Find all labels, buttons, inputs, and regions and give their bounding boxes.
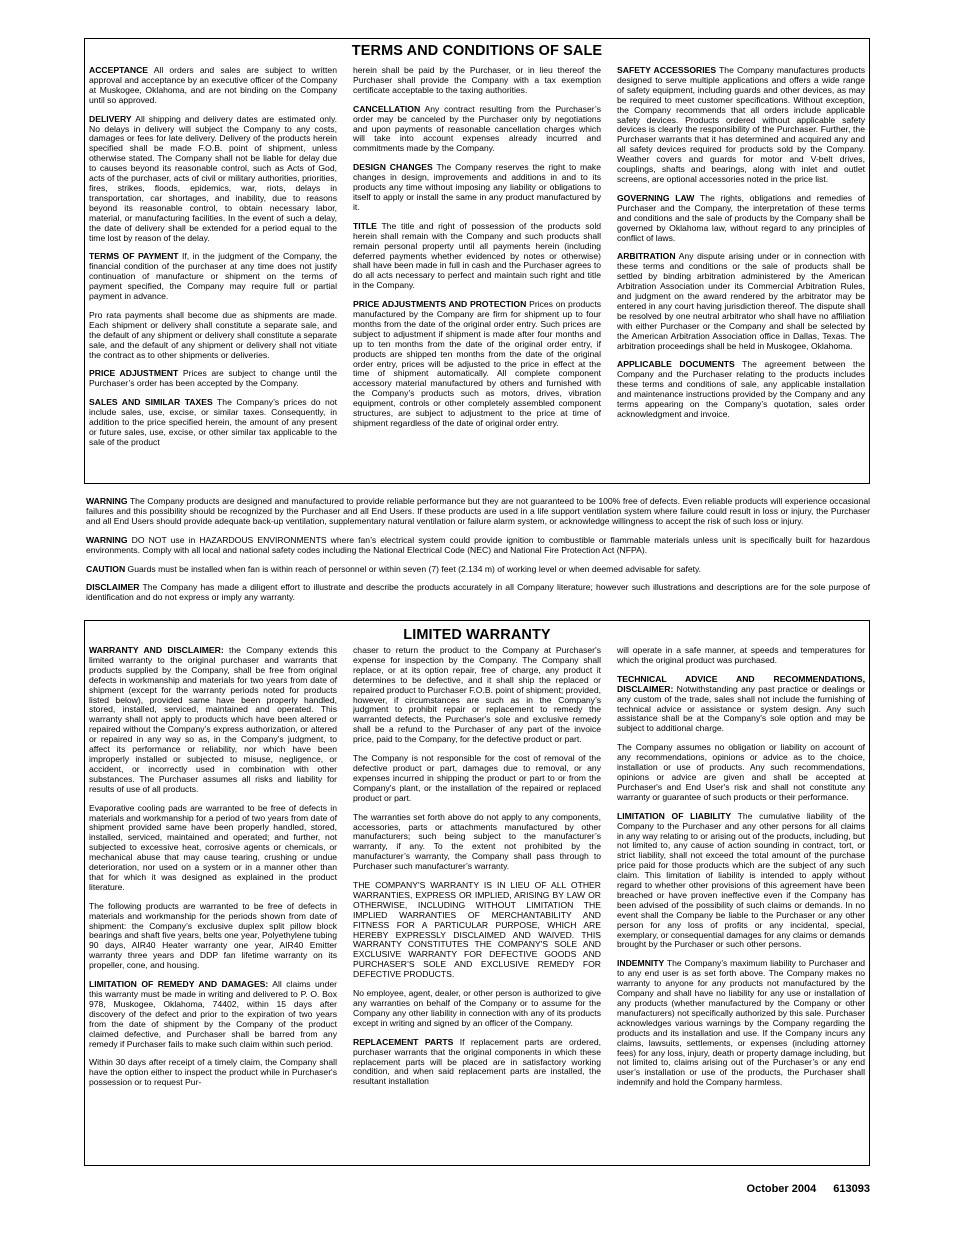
- footer-code: 613093: [833, 1183, 870, 1195]
- paragraph: [617, 646, 865, 666]
- paragraph-heading: DESIGN CHANGES: [353, 162, 433, 173]
- paragraph-heading: REPLACEMENT PARTS: [353, 1036, 454, 1047]
- paragraph-text: The Company products are designed and manufactured to provide reliable performance but they are not guaranteed to be 100% free of defects. Even reliable products will experience occasional failures and this possibility should be recognized by the Purchaser and all End Users. If these products are used in a life support ventilation system where failure could result in loss or injury, the Purchaser and all End Users should provide adequate back-up ventilation, supplementary natural ventilation or failure alarm system, or acknowledge willingness to accept the risk of such loss or injury.: [86, 496, 871, 526]
- paragraph: [89, 66, 337, 106]
- paragraph-heading: SALES AND SIMILAR TAXES: [89, 397, 213, 408]
- paragraph-text: The agreement between the Company and the Purchaser relating to the products includes these terms and conditions of sale, any applicable installation and maintenance instructions provided by the Company and any terms appearing on the Company’s quotation, sales order acknowledgment and invoice.: [617, 359, 865, 419]
- paragraph: [89, 311, 337, 361]
- paragraph-text: The Company is not responsible for the cost of removal of the defective product or part, damages due to removal, or any expenses incurred in shipping the product or part to or from the Company's plant, or the installation of the repaired or replaced product or part.: [353, 753, 601, 803]
- paragraph: [353, 646, 601, 745]
- paragraph: [617, 194, 865, 244]
- paragraph-text: The cumulative liability of the Company to the Purchaser and any other persons for all claims in any way relating to or arising out of the products, including, but not limited to, any cause of action sounding in contract, tort, or strict liability, shall not exceed the total amount of the purchase price paid for those products which are the subject of any such claim. This limitation of liability is intended to apply without regard to whether other provisions of this agreement have been breached or have proven ineffective even if the Company has been advised of the possibility of such claims or demands. In no event shall the Company be liable to the Purchaser or any other person for any loss of profits or any incidental, special, exemplary, or consequential damages for any claims or demands brought by the Purchaser or such other persons.: [617, 810, 865, 950]
- paragraph: [617, 66, 865, 185]
- paragraph-text: The Company assumes no obligation or liability on account of any recommendations, opinions or advice as to the choice, installation or use of products. Any such recommendations, opinions or advice are given and shall be accepted at Purchaser's and End User's risk and shall not constitute any warranty or guarantee of such products or their performance.: [617, 742, 865, 802]
- warranty-title: LIMITED WARRANTY: [403, 627, 551, 643]
- warranty-column-2: [353, 646, 601, 1160]
- terms-column-2: [353, 66, 601, 480]
- paragraph: [353, 300, 601, 429]
- paragraph-heading: DISCLAIMER: [86, 582, 140, 593]
- paragraph-text: The Company’s prices do not include sales, use, excise, or similar taxes. Consequently, in addition to the price specified herein, the amount of any present or future sales, use, excise, or other similar tax applicable to the sale of the product: [89, 397, 337, 447]
- paragraph-heading: CAUTION: [86, 563, 126, 574]
- paragraph: [617, 743, 865, 802]
- paragraph: [86, 583, 870, 603]
- paragraph: [617, 812, 865, 951]
- paragraph-heading: ACCEPTANCE: [89, 66, 149, 75]
- paragraph-heading: LIMITATION OF LIABILITY: [617, 810, 732, 821]
- paragraph: [89, 980, 337, 1049]
- terms-column-1: [89, 66, 337, 480]
- paragraph: [353, 163, 601, 213]
- paragraph: [89, 115, 337, 244]
- terms-column-3: [617, 66, 865, 480]
- footer: [733, 1183, 870, 1195]
- paragraph-text: All orders and sales are subject to written approval and acceptance by an executive officer of the Company at Muskogee, Oklahoma, and are not binding on the Company until so approved.: [89, 66, 337, 105]
- warranty-columns: [89, 646, 865, 1160]
- paragraph-heading: WARNING: [86, 496, 128, 506]
- paragraph-heading: TITLE: [353, 220, 377, 231]
- paragraph-text: The title and right of possession of the products sold herein shall remain with the Company and such products shall remain personal property until all payments herein (including deferred payments whether evidenced by notes or otherwise) shall have been made in full in cash and the Purchaser agrees to do all acts necessary to perfect and maintain such right and title in the Company.: [353, 220, 601, 291]
- paragraph-heading: ARBITRATION: [617, 251, 676, 262]
- paragraph-heading: PRICE ADJUSTMENT: [89, 368, 179, 379]
- paragraph-text: DO NOT use in HAZARDOUS ENVIRONMENTS where fan’s electrical system could provide ignition to combustible or flammable materials unless unit is specifically built for hazardous environments. Comply with all local and national safety codes including the National Electrical Code (NEC) and National Fire Protection Act (NFPA).: [86, 534, 870, 555]
- paragraph-text: All claims under this warranty must be made in writing and delivered to P. O. Box 978, Muskogee, Oklahoma, 74402, within 15 days after discovery of the defect and prior to the expiration of two years from the date of shipment by the Company of the product claimed defective, and Purchaser shall be barred from any remedy if Purchaser fails to make such claim within such period.: [89, 979, 337, 1049]
- paragraph: [353, 66, 601, 96]
- paragraph: [353, 1038, 601, 1088]
- paragraph: [86, 565, 870, 575]
- paragraph-heading: TERMS OF PAYMENT: [89, 251, 179, 262]
- paragraph-text: If replacement parts are ordered, purchaser warrants that the original components in which these replacement parts will be placed are in satisfactory working condition, and when said replacement parts are installed, the resultant installation: [353, 1036, 601, 1087]
- paragraph: [353, 813, 601, 872]
- paragraph-heading: SAFETY ACCESSORIES: [617, 66, 717, 75]
- paragraph-heading: TECHNICAL ADVICE AND RECOMMENDATIONS, DISCLAIMER:: [617, 673, 865, 694]
- paragraph-text: the Company extends this limited warranty to the original purchaser and warrants that products supplied by the Company, shall be free from original defects in workmanship and materials for two years from date of shipment (except for the warranty periods noted for products listed below), provided same have been properly handled, stored, installed, serviced, maintained and operated. This warranty shall not apply to products which have been altered or repaired without the Company’s express authorization, or altered or repaired in any way so as, in the Company’s judgment, to affect its performance or reliability, nor which have been improperly installed or subjected to misuse, negligence, or accident, or incorrectly used in combination with other substances. The Purchaser assumes all risks and liability for results of use of all products.: [89, 646, 337, 794]
- paragraph-text: chaser to return the product to the Company at Purchaser's expense for inspection by the Company. The Company shall replace, or at its option repair, free of charge, any product it determines to be defective, and it shall ship the replaced or repaired product to Purchaser F.O.B. point of shipment; provided, however, if circumstances are such as in the Company’s judgment to prohibit repair or replacement to remedy the warranted defects, the Purchaser's sole and exclusive remedy shall be a refund to the Purchaser of any part of the invoice price, paid to the Company, for the defective product or part.: [353, 646, 601, 745]
- paragraph-text: will operate in a safe manner, at speeds and temperatures for which the original product was purchased.: [617, 646, 865, 665]
- paragraph: [89, 646, 337, 795]
- paragraph: [353, 754, 601, 804]
- paragraph-text: Any contract resulting from the Purchaser’s order may be canceled by the Purchaser only by negotiations and upon payments of reasonable cancellation charges which will take into account expenses already incurred and commitments made by the Company.: [353, 103, 601, 154]
- footer-date: October 2004: [746, 1183, 817, 1195]
- warranty-column-3: [617, 646, 865, 1160]
- paragraph: [353, 989, 601, 1029]
- paragraph-heading: LIMITATION OF REMEDY AND DAMAGES:: [89, 979, 269, 990]
- paragraph: [89, 252, 337, 302]
- paragraph: [617, 252, 865, 351]
- paragraph-text: Within 30 days after receipt of a timely claim, the Company shall have the option either to inspect the product while in Purchaser's possession or to request Pur-: [89, 1057, 337, 1088]
- paragraph-text: All shipping and delivery dates are estimated only. No delays in delivery will subject the Company to any costs, damages or fees for late delivery. Delivery of the products herein specified shall be made F.O.B. point of shipment, unless otherwise stated. The Company shall not be liable for delay due to causes beyond its reasonable control, such as Acts of God, acts of the purchaser, acts of civil or military authorities, priorities, fires, strikes, floods, epidemics, war, riots, delays in transportation, car shortages, and inability, due to reasons beyond its reasonable control, to obtain necessary labor, material, or manufacturing facilities. In the event of such a delay, the date of delivery shall be extended for a period equal to the time lost by reason of the delay.: [89, 113, 337, 243]
- paragraph: [353, 222, 601, 291]
- paragraph-text: Pro rata payments shall become due as shipments are made. Each shipment or delivery shall constitute a separate sale, and the default of any shipment or delivery shall constitute a separate sale, and the default of any shipment or delivery shall not vitiate the contract as to other shipments or deliveries.: [89, 309, 337, 360]
- paragraph: [617, 360, 865, 419]
- paragraph-heading: APPLICABLE DOCUMENTS: [617, 359, 735, 370]
- paragraph-text: THE COMPANY'S WARRANTY IS IN LIEU OF ALL OTHER WARRANTIES, EXPRESS OR IMPLIED, ARISING BY LAW OR OTHERWISE, INCLUDING WITHOUT LIMITATION THE IMPLIED WARRANTIES OF MERCHANTABILITY AND FITNESS FOR A PARTICULAR PURPOSE, WHICH ARE HEREBY EXPRESSLY DISCLAIMED AND WAIVED. THIS WARRANTY CONSTITUTES THE COMPANY'S SOLE AND EXCLUSIVE WARRANTY FOR DEFECTIVE GOODS AND PURCHASER’S SOLE AND EXCLUSIVE REMEDY FOR DEFECTIVE PRODUCTS.: [353, 880, 601, 980]
- paragraph: [89, 804, 337, 893]
- paragraph-text: herein shall be paid by the Purchaser, or in lieu thereof the Purchaser shall provide the Company with a tax exemption certificate acceptable to the taxing authorities.: [353, 66, 601, 95]
- paragraph-text: No employee, agent, dealer, or other person is authorized to give any warranties on behalf of the Company or to assume for the Company any other liability in connection with any of its products except in writing and signed by an officer of the Company.: [353, 988, 601, 1028]
- paragraph-text: Evaporative cooling pads are warranted to be free of defects in materials and workmanship for a period of two years from date of shipment provided same have been properly handled, stored, installed, serviced, maintained and operated; and further, not subjected to excessive heat, corrosive agents or chemicals, or mechanical abuse that may cause tearing, crushing or undue deterioration, nor used on a system or in a manner other than that for which it was designed as explained in the product literature.: [89, 802, 337, 892]
- paragraph-heading: WARRANTY AND DISCLAIMER:: [89, 646, 224, 655]
- paragraph-text: If, in the judgment of the Company, the financial condition of the purchaser at any time does not justify continuation of manufacture or shipment on the terms of payment specified, the Company may require full or partial payment in advance.: [89, 251, 337, 302]
- paragraph: [86, 497, 870, 527]
- terms-columns: [89, 66, 865, 480]
- paragraph-text: Guards must be installed when fan is within reach of personnel or within seven (7) feet (2.134 m) of working level or when deemed advisable for safety.: [127, 563, 702, 574]
- paragraph-text: Notwithstanding any past practice or dealings or any custom of the trade, sales shall not include the furnishing of technical advice or assistance or system design. Any such assistance shall be at the Company's sole option and may be subject to additional charge.: [617, 683, 865, 734]
- paragraph-text: The Company’s maximum liability to Purchaser and to any end user is as set forth above. The Company makes no warranty to anyone for any products not manufactured by the Company and shall have no liability for any use or installation of any products (whether manufactured by the Company or other manufacturers) not specifically authorized by this sale. Purchaser acknowledges various warnings by the Company regarding the products and its installation and use. If the Company incurs any claims, lawsuits, settlements, or expenses (including attorney fees) for any loss, injury, death or property damage including, but not limited to, claims arising out of the Purchaser’s or any end user’s installation or use of the products, the Purchaser shall indemnify and hold the Company harmless.: [617, 958, 865, 1088]
- paragraph-heading: INDEMNITY: [617, 958, 665, 969]
- paragraph-text: The following products are warranted to be free of defects in materials and workmanship for the periods shown from date of shipment: the Company’s exclusive duplex split pillow block bearings and shaft five years, belts one year, Polyethylene tubing 90 days, AIR40 Heater warranty one year, AIR40 Emitter warranty three years and DDP fan lifetime warranty on its propeller, cone, and housing.: [89, 900, 337, 971]
- paragraph: [353, 105, 601, 155]
- paragraph: [89, 398, 337, 448]
- paragraph-text: The Company reserves the right to make changes in design, improvements and additions in and to its products any time without imposing any liability or obligations to itself to apply or install the same in any product manufactured by it.: [353, 162, 601, 212]
- paragraph: [617, 959, 865, 1088]
- paragraph-text: The warranties set forth above do not apply to any components, accessories, parts or attachments manufactured by other manufacturers; such being subject to the manufacturer’s warranty, if any. To the extent not prohibited by the manufacturer’s warranty, the Company shall pass through to Purchaser such manufacturer’s warranty.: [353, 811, 601, 872]
- paragraph-text: Prices on products manufactured by the Company are firm for shipment up to four months from the date of the original order entry. Such prices are subject to adjustment if shipment is made after four months and up to ten months from the date of the original order entry, if products are shipped ten months from the date of the original order entry, prices will be adjusted to the price in effect at the time of shipment automatically. All complete component accessory material manufactured by others and furnished with the Company’s products such as motors, drives, vibration equipment, controls or other completely assembled component structures, are subject to adjustment to the price at time of shipment regardless of the date of original order entry.: [353, 299, 601, 428]
- terms-title: TERMS AND CONDITIONS OF SALE: [351, 43, 603, 59]
- paragraph-heading: GOVERNING LAW: [617, 192, 695, 203]
- paragraph-text: Any dispute arising under or in connection with these terms and conditions or the sale of products shall be settled by binding arbitration administered by the American Arbitration Association under its Commercial Arbitration Rules, and judgment on the award rendered by the arbitrator may be entered in any court having jurisdiction thereof. The dispute shall be resolved by one neutral arbitrator who shall have no affiliation with either Purchaser or the Company and shall be selected by the American Arbitration Association office in Dallas, Texas. The arbitration proceedings shall be held in Muskogee, Oklahoma.: [617, 251, 865, 351]
- paragraph-text: The Company has made a diligent effort to illustrate and describe the products accurately in all Company literature; however such illustrations and descriptions are for the sole purpose of identification and do not express or imply any warranty.: [86, 582, 871, 603]
- paragraph-text: The Company manufactures products designed to serve multiple applications and offers a wide range of safety equipment, including guards and other devices, as may be required to meet customer specifications. Without exception, the Company recommends that all orders include applicable safety devices. Products ordered without applicable safety devices is clearly the responsibility of the Purchaser. Further, the Purchaser warrants that it has determined and acquired any and all safety devices required for products sold by the Company. Weather covers and guards for motor and V-belt drives, couplings, shafts and bearings, along with inlet and outlet screens, are optional accessories noted in the price list.: [617, 66, 865, 184]
- paragraph: [89, 1058, 337, 1088]
- paragraph-heading: DELIVERY: [89, 113, 132, 124]
- paragraph-text: The rights, obligations and remedies of Purchaser and the Company, the interpretation of these terms and conditions and the sale of products by the Company shall be governed by Oklahoma law, without regard to any principles of conflict of laws.: [617, 192, 865, 243]
- paragraph: [89, 902, 337, 971]
- paragraph-heading: CANCELLATION: [353, 103, 421, 114]
- paragraph: [89, 369, 337, 389]
- paragraph-text: Prices are subject to change until the Purchaser’s order has been accepted by the Company.: [89, 368, 337, 389]
- notices: [86, 497, 870, 612]
- paragraph-heading: PRICE ADJUSTMENTS AND PROTECTION: [353, 299, 527, 310]
- paragraph: [86, 536, 870, 556]
- paragraph-heading: WARNING: [86, 534, 128, 545]
- paragraph: [617, 675, 865, 734]
- paragraph: [353, 881, 601, 980]
- warranty-column-1: [89, 646, 337, 1160]
